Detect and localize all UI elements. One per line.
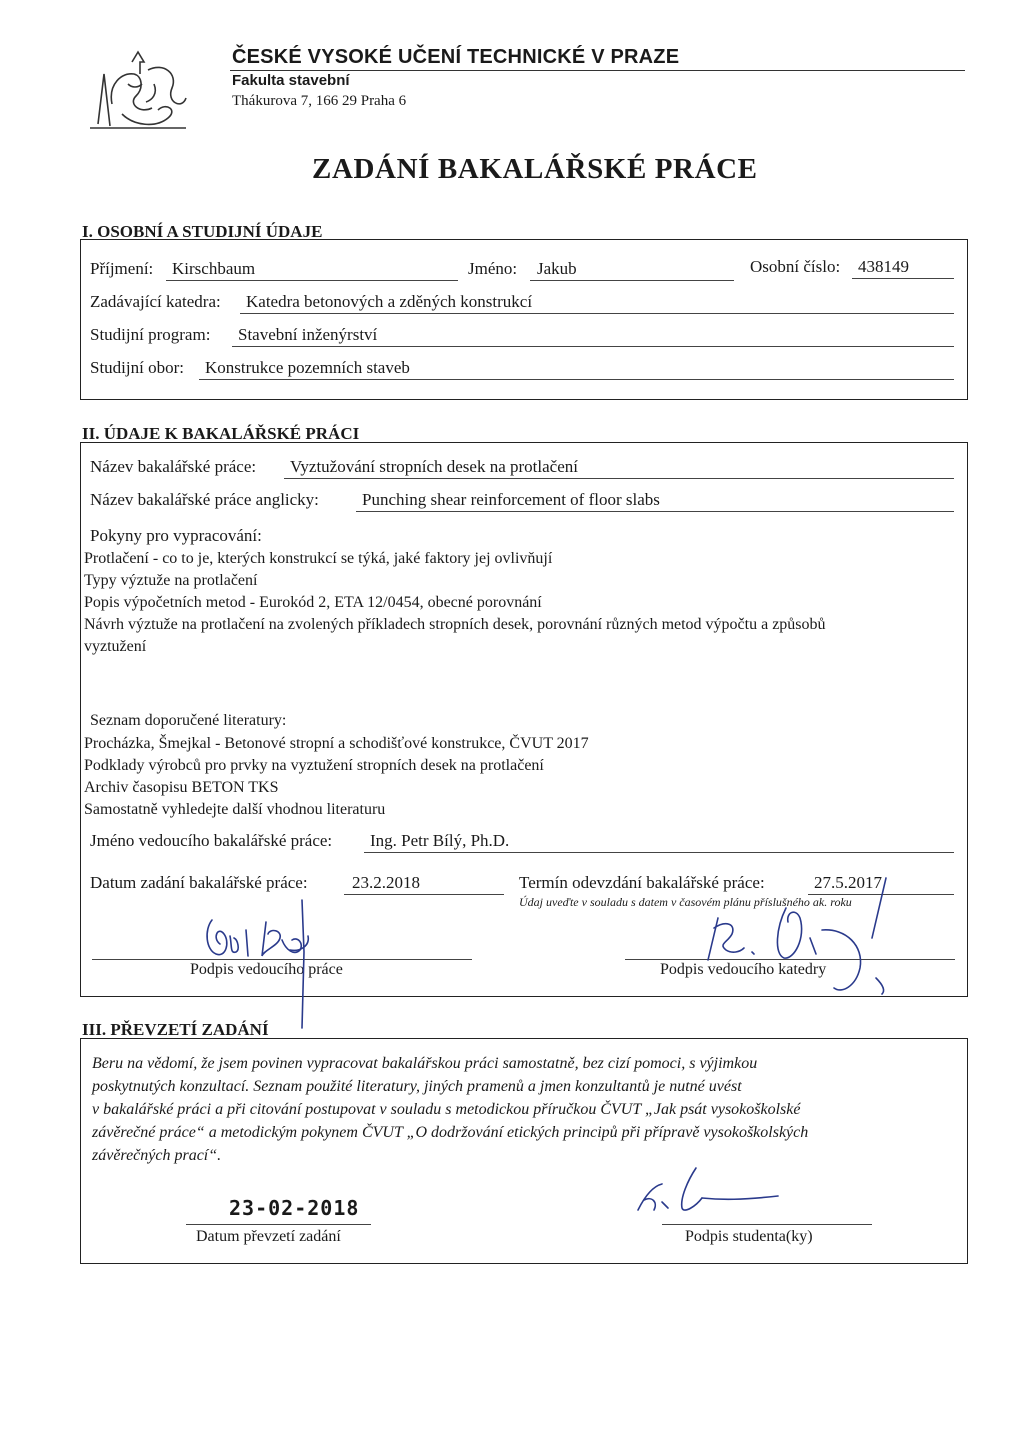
surname-label: Příjmení:	[90, 259, 154, 278]
literature-label: Seznam doporučené literatury:	[90, 712, 287, 729]
page-title: ZADÁNÍ BAKALÁŘSKÉ PRÁCE	[312, 153, 758, 185]
thesis-title-en-label: Název bakalářské práce anglicky:	[90, 490, 319, 509]
statement-line: závěrečné práce“ a metodickým pokynem ČVUT „O dodržování etických principů při přípravě vysokoškolských	[92, 1124, 809, 1141]
assign-date-value: 23.2.2018	[352, 873, 420, 892]
thesis-title-line	[284, 478, 954, 479]
personal-no-label: Osobní číslo:	[750, 257, 841, 276]
surname-value: Kirschbaum	[172, 259, 256, 278]
thesis-title-en-line	[356, 511, 954, 512]
due-date-value: 27.5.2017	[814, 873, 882, 892]
surname-line	[166, 280, 458, 281]
statement-line: Beru na vědomí, že jsem povinen vypracovat bakalářskou práci samostatně, bez cizí pomoci, s výjimkou	[92, 1055, 758, 1072]
statement-line: poskytnutých konzultací. Seznam použité literatury, jiných pramenů a jmen konzultantů je nutné uvést	[92, 1078, 742, 1095]
instruction-item: Návrh výztuže na protlačení na zvolených příkladech stropních desek, porovnání různých metod výpočtu a způsobů	[84, 616, 826, 633]
section2-heading: II. ÚDAJE K BAKALÁŘSKÉ PRÁCI	[82, 424, 360, 443]
department-signature	[696, 868, 896, 998]
department-value: Katedra betonových a zděných konstrukcí	[246, 292, 533, 311]
thesis-title-en-value: Punching shear reinforcement of floor slabs	[362, 490, 660, 509]
due-date-note: Údaj uveďte v souladu s datem v časovém plánu příslušného ak. roku	[519, 895, 852, 909]
literature-item: Archiv časopisu BETON TKS	[84, 779, 279, 796]
program-label: Studijní program:	[90, 325, 211, 344]
faculty-address: Thákurova 7, 166 29 Praha 6	[232, 93, 407, 109]
supervisor-signature	[190, 880, 330, 1030]
instructions-label: Pokyny pro vypracování:	[90, 526, 262, 545]
due-date-label: Termín odevzdání bakalářské práce:	[519, 873, 765, 892]
sig-department-label: Podpis vedoucího katedry	[660, 961, 827, 978]
literature-item: Procházka, Šmejkal - Betonové stropní a schodišťové konstrukce, ČVUT 2017	[84, 735, 589, 752]
assign-date-line	[344, 894, 504, 895]
thesis-title-label: Název bakalářské práce:	[90, 457, 257, 476]
statement-line: v bakalářské práci a při citování postupovat v souladu s metodickou příručkou ČVUT „Jak psát vysokoškolské	[92, 1101, 801, 1118]
field-value: Konstrukce pozemních staveb	[205, 358, 410, 377]
stamp-date: 23-02-2018	[229, 1196, 360, 1220]
name-value: Jakub	[537, 259, 577, 278]
department-label: Zadávající katedra:	[90, 292, 221, 311]
literature-item: Samostatně vyhledejte další vhodnou literaturu	[84, 801, 386, 818]
student-sig-line	[662, 1224, 872, 1225]
statement-line: závěrečných prací“.	[92, 1147, 222, 1164]
university-logo	[82, 44, 194, 136]
thesis-title-value: Vyztužování stropních desek na protlačení	[290, 457, 578, 476]
sig-supervisor-label: Podpis vedoucího práce	[190, 961, 343, 978]
field-label: Studijní obor:	[90, 358, 184, 377]
date-line	[186, 1224, 371, 1225]
instruction-item: vyztužení	[84, 638, 147, 655]
department-line	[240, 313, 954, 314]
personal-no-line	[852, 278, 954, 279]
supervisor-value: Ing. Petr Bílý, Ph.D.	[370, 831, 510, 850]
instruction-item: Typy výztuže na protlačení	[84, 572, 258, 589]
supervisor-label: Jméno vedoucího bakalářské práce:	[90, 831, 333, 850]
date-label: Datum převzetí zadání	[196, 1228, 341, 1245]
name-label: Jméno:	[468, 259, 518, 278]
student-signature	[632, 1164, 782, 1224]
field-line	[199, 379, 954, 380]
program-line	[232, 346, 954, 347]
student-sig-label: Podpis studenta(ky)	[685, 1228, 813, 1245]
literature-item: Podklady výrobců pro prvky na vyztužení stropních desek na protlačení	[84, 757, 544, 774]
statement-text	[92, 1052, 962, 1167]
section3-heading: III. PŘEVZETÍ ZADÁNÍ	[82, 1020, 269, 1039]
university-name: ČESKÉ VYSOKÉ UČENÍ TECHNICKÉ V PRAZE	[232, 46, 680, 68]
supervisor-line	[364, 852, 954, 853]
assign-date-label: Datum zadání bakalářské práce:	[90, 873, 308, 892]
name-line	[530, 280, 734, 281]
faculty-name: Fakulta stavební	[232, 72, 350, 89]
program-value: Stavební inženýrství	[238, 325, 378, 344]
instructions-list	[84, 548, 964, 658]
header-rule	[230, 70, 965, 71]
literature-list	[84, 733, 964, 821]
instruction-item: Popis výpočetních metod - Eurokód 2, ETA 12/0454, obecné porovnání	[84, 594, 542, 611]
personal-no-value: 438149	[858, 257, 909, 276]
section1-heading: I. OSOBNÍ A STUDIJNÍ ÚDAJE	[82, 222, 323, 241]
instruction-item: Protlačení - co to je, kterých konstrukcí se týká, jaké faktory jej ovlivňují	[84, 550, 553, 567]
